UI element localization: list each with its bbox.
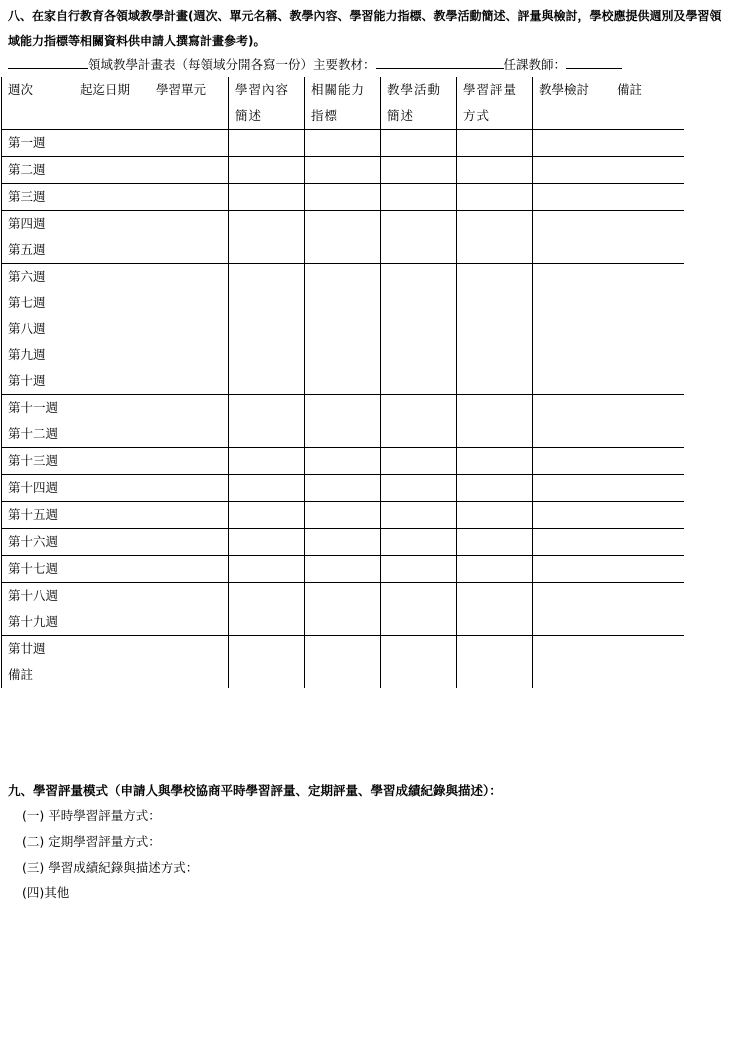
table-row <box>2 556 684 583</box>
plan-entry-cell[interactable] <box>533 211 684 264</box>
week-label: 第二週 <box>8 162 46 177</box>
week-cell <box>2 502 229 529</box>
week-cell <box>2 636 229 689</box>
week-label: 第十八週 <box>8 588 59 603</box>
plan-entry-cell[interactable] <box>381 157 457 184</box>
plan-entry-cell[interactable] <box>229 157 305 184</box>
plan-entry-cell[interactable] <box>305 448 381 475</box>
plan-entry-cell[interactable] <box>381 184 457 211</box>
week-label: 第十六週 <box>8 534 59 549</box>
week-cell <box>2 475 229 502</box>
table-row <box>2 157 684 184</box>
plan-entry-cell[interactable] <box>533 395 684 448</box>
plan-entry-cell[interactable] <box>305 395 381 448</box>
teacher-label: 任課教師： <box>503 57 567 72</box>
header-content: 學習內容簡述 <box>235 82 290 123</box>
header-unit: 學習單元 <box>156 82 207 97</box>
week-label: 第十七週 <box>8 561 59 576</box>
table-row <box>2 529 684 556</box>
week-label: 第九週 <box>8 347 46 362</box>
plan-entry-cell[interactable] <box>305 556 381 583</box>
week-label: 第八週 <box>8 321 46 336</box>
header-week: 週次 <box>8 82 34 97</box>
plan-entry-cell[interactable] <box>229 448 305 475</box>
plan-entry-cell[interactable] <box>229 583 305 636</box>
plan-entry-cell[interactable] <box>381 130 457 157</box>
week-label: 第十二週 <box>8 426 59 441</box>
plan-entry-cell[interactable] <box>305 636 381 689</box>
plan-entry-cell[interactable] <box>305 583 381 636</box>
plan-entry-cell[interactable] <box>533 636 684 689</box>
week-label: 第三週 <box>8 189 46 204</box>
section9-item-periodic: (二) 定期學習評量方式： <box>22 834 161 849</box>
table-row <box>2 264 684 395</box>
plan-entry-cell[interactable] <box>533 583 684 636</box>
plan-entry-cell[interactable] <box>305 184 381 211</box>
plan-entry-cell[interactable] <box>533 556 684 583</box>
plan-entry-cell[interactable] <box>457 475 533 502</box>
plan-entry-cell[interactable] <box>305 475 381 502</box>
plan-entry-cell[interactable] <box>533 184 684 211</box>
week-cell <box>2 184 229 211</box>
table-row <box>2 130 684 157</box>
plan-subheader <box>8 54 678 76</box>
week-label: 第十五週 <box>8 507 59 522</box>
header-assessment-cell <box>457 77 533 130</box>
plan-entry-cell[interactable] <box>229 395 305 448</box>
plan-entry-cell[interactable] <box>457 556 533 583</box>
section9-item-regular: (一) 平時學習評量方式： <box>22 808 161 823</box>
header-indicator-cell <box>305 77 381 130</box>
header-review: 教學檢討 <box>539 82 590 97</box>
header-assessment: 學習評量方式 <box>463 82 518 123</box>
header-dates: 起迄日期 <box>80 82 131 97</box>
plan-entry-cell[interactable] <box>381 395 457 448</box>
week-cell <box>2 211 229 264</box>
week-label: 第四週 <box>8 216 46 231</box>
plan-entry-cell[interactable] <box>305 211 381 264</box>
plan-entry-cell[interactable] <box>381 211 457 264</box>
week-label: 第五週 <box>8 242 46 257</box>
plan-entry-cell[interactable] <box>457 395 533 448</box>
plan-entry-cell[interactable] <box>457 502 533 529</box>
plan-entry-cell[interactable] <box>533 130 684 157</box>
table-row <box>2 502 684 529</box>
week-label: 第一週 <box>8 135 46 150</box>
week-label: 第廿週 <box>8 641 46 656</box>
week-cell <box>2 157 229 184</box>
header-activity: 教學活動簡述 <box>387 82 442 123</box>
plan-entry-cell[interactable] <box>229 502 305 529</box>
plan-entry-cell[interactable] <box>457 529 533 556</box>
week-label: 第十四週 <box>8 480 59 495</box>
plan-entry-cell[interactable] <box>229 636 305 689</box>
week-label: 第十三週 <box>8 453 59 468</box>
week-label: 第十九週 <box>8 614 59 629</box>
header-week-cell <box>2 77 229 130</box>
plan-entry-cell[interactable] <box>305 130 381 157</box>
plan-entry-cell[interactable] <box>305 157 381 184</box>
plan-entry-cell[interactable] <box>229 184 305 211</box>
table-row <box>2 583 684 636</box>
plan-entry-cell[interactable] <box>229 556 305 583</box>
plan-entry-cell[interactable] <box>457 583 533 636</box>
plan-entry-cell[interactable] <box>457 636 533 689</box>
table-row <box>2 211 684 264</box>
plan-entry-cell[interactable] <box>305 502 381 529</box>
plan-entry-cell[interactable] <box>381 556 457 583</box>
table-row <box>2 636 684 689</box>
plan-entry-cell[interactable] <box>533 529 684 556</box>
plan-entry-cell[interactable] <box>533 475 684 502</box>
header-review-notes-cell <box>533 77 684 130</box>
plan-entry-cell[interactable] <box>533 502 684 529</box>
plan-entry-cell[interactable] <box>305 264 381 395</box>
plan-entry-cell[interactable] <box>229 529 305 556</box>
week-label: 第十一週 <box>8 400 59 415</box>
week-cell <box>2 529 229 556</box>
plan-entry-cell[interactable] <box>381 448 457 475</box>
teacher-blank[interactable] <box>566 54 622 69</box>
plan-entry-cell[interactable] <box>305 529 381 556</box>
table-row <box>2 475 684 502</box>
table-row <box>2 395 684 448</box>
week-cell <box>2 395 229 448</box>
table-row <box>2 184 684 211</box>
plan-entry-cell[interactable] <box>533 264 684 395</box>
week-label: 第七週 <box>8 295 46 310</box>
plan-entry-cell[interactable] <box>457 264 533 395</box>
section9-item-other: (四)其他 <box>22 885 70 900</box>
plan-entry-cell[interactable] <box>457 211 533 264</box>
section9-item-records: (三) 學習成績紀錄與描述方式： <box>22 860 199 875</box>
plan-entry-cell[interactable] <box>457 184 533 211</box>
domain-blank[interactable] <box>8 54 88 69</box>
plan-entry-cell[interactable] <box>229 264 305 395</box>
plan-entry-cell[interactable] <box>229 211 305 264</box>
plan-entry-cell[interactable] <box>381 529 457 556</box>
header-content-cell <box>229 77 305 130</box>
domain-label: 領域教學計畫表（每領域分開各寫一份）主要教材： <box>88 57 376 72</box>
week-cell <box>2 556 229 583</box>
header-indicator: 相關能力指標 <box>311 82 366 123</box>
week-label: 第十週 <box>8 373 46 388</box>
header-activity-cell <box>381 77 457 130</box>
teaching-plan-table <box>1 77 684 688</box>
plan-entry-cell[interactable] <box>229 130 305 157</box>
plan-entry-cell[interactable] <box>229 475 305 502</box>
week-label: 第六週 <box>8 269 46 284</box>
week-cell <box>2 130 229 157</box>
plan-entry-cell[interactable] <box>381 583 457 636</box>
textbook-blank[interactable] <box>376 54 504 69</box>
plan-entry-cell[interactable] <box>457 157 533 184</box>
week-label: 備註 <box>8 667 34 682</box>
section8-heading: 八、在家自行教育各領域教學計畫(週次、單元名稱、教學內容、學習能力指標、教學活動簡述、評量與檢討，學校應提供週別及學習領域能力指標等相關資料供申請人撰寫計畫參考)。 <box>8 9 722 48</box>
plan-entry-cell[interactable] <box>533 448 684 475</box>
week-cell <box>2 448 229 475</box>
week-cell <box>2 583 229 636</box>
table-header-row <box>2 77 684 130</box>
header-notes: 備註 <box>617 82 643 97</box>
section9-heading: 九、學習評量模式（申請人與學校協商平時學習評量、定期評量、學習成績紀錄與描述）： <box>8 783 502 798</box>
plan-entry-cell[interactable] <box>457 448 533 475</box>
plan-entry-cell[interactable] <box>381 636 457 689</box>
plan-entry-cell[interactable] <box>457 130 533 157</box>
plan-entry-cell[interactable] <box>381 264 457 395</box>
week-cell <box>2 264 229 395</box>
table-row <box>2 448 684 475</box>
plan-entry-cell[interactable] <box>381 475 457 502</box>
plan-entry-cell[interactable] <box>381 502 457 529</box>
plan-entry-cell[interactable] <box>533 157 684 184</box>
